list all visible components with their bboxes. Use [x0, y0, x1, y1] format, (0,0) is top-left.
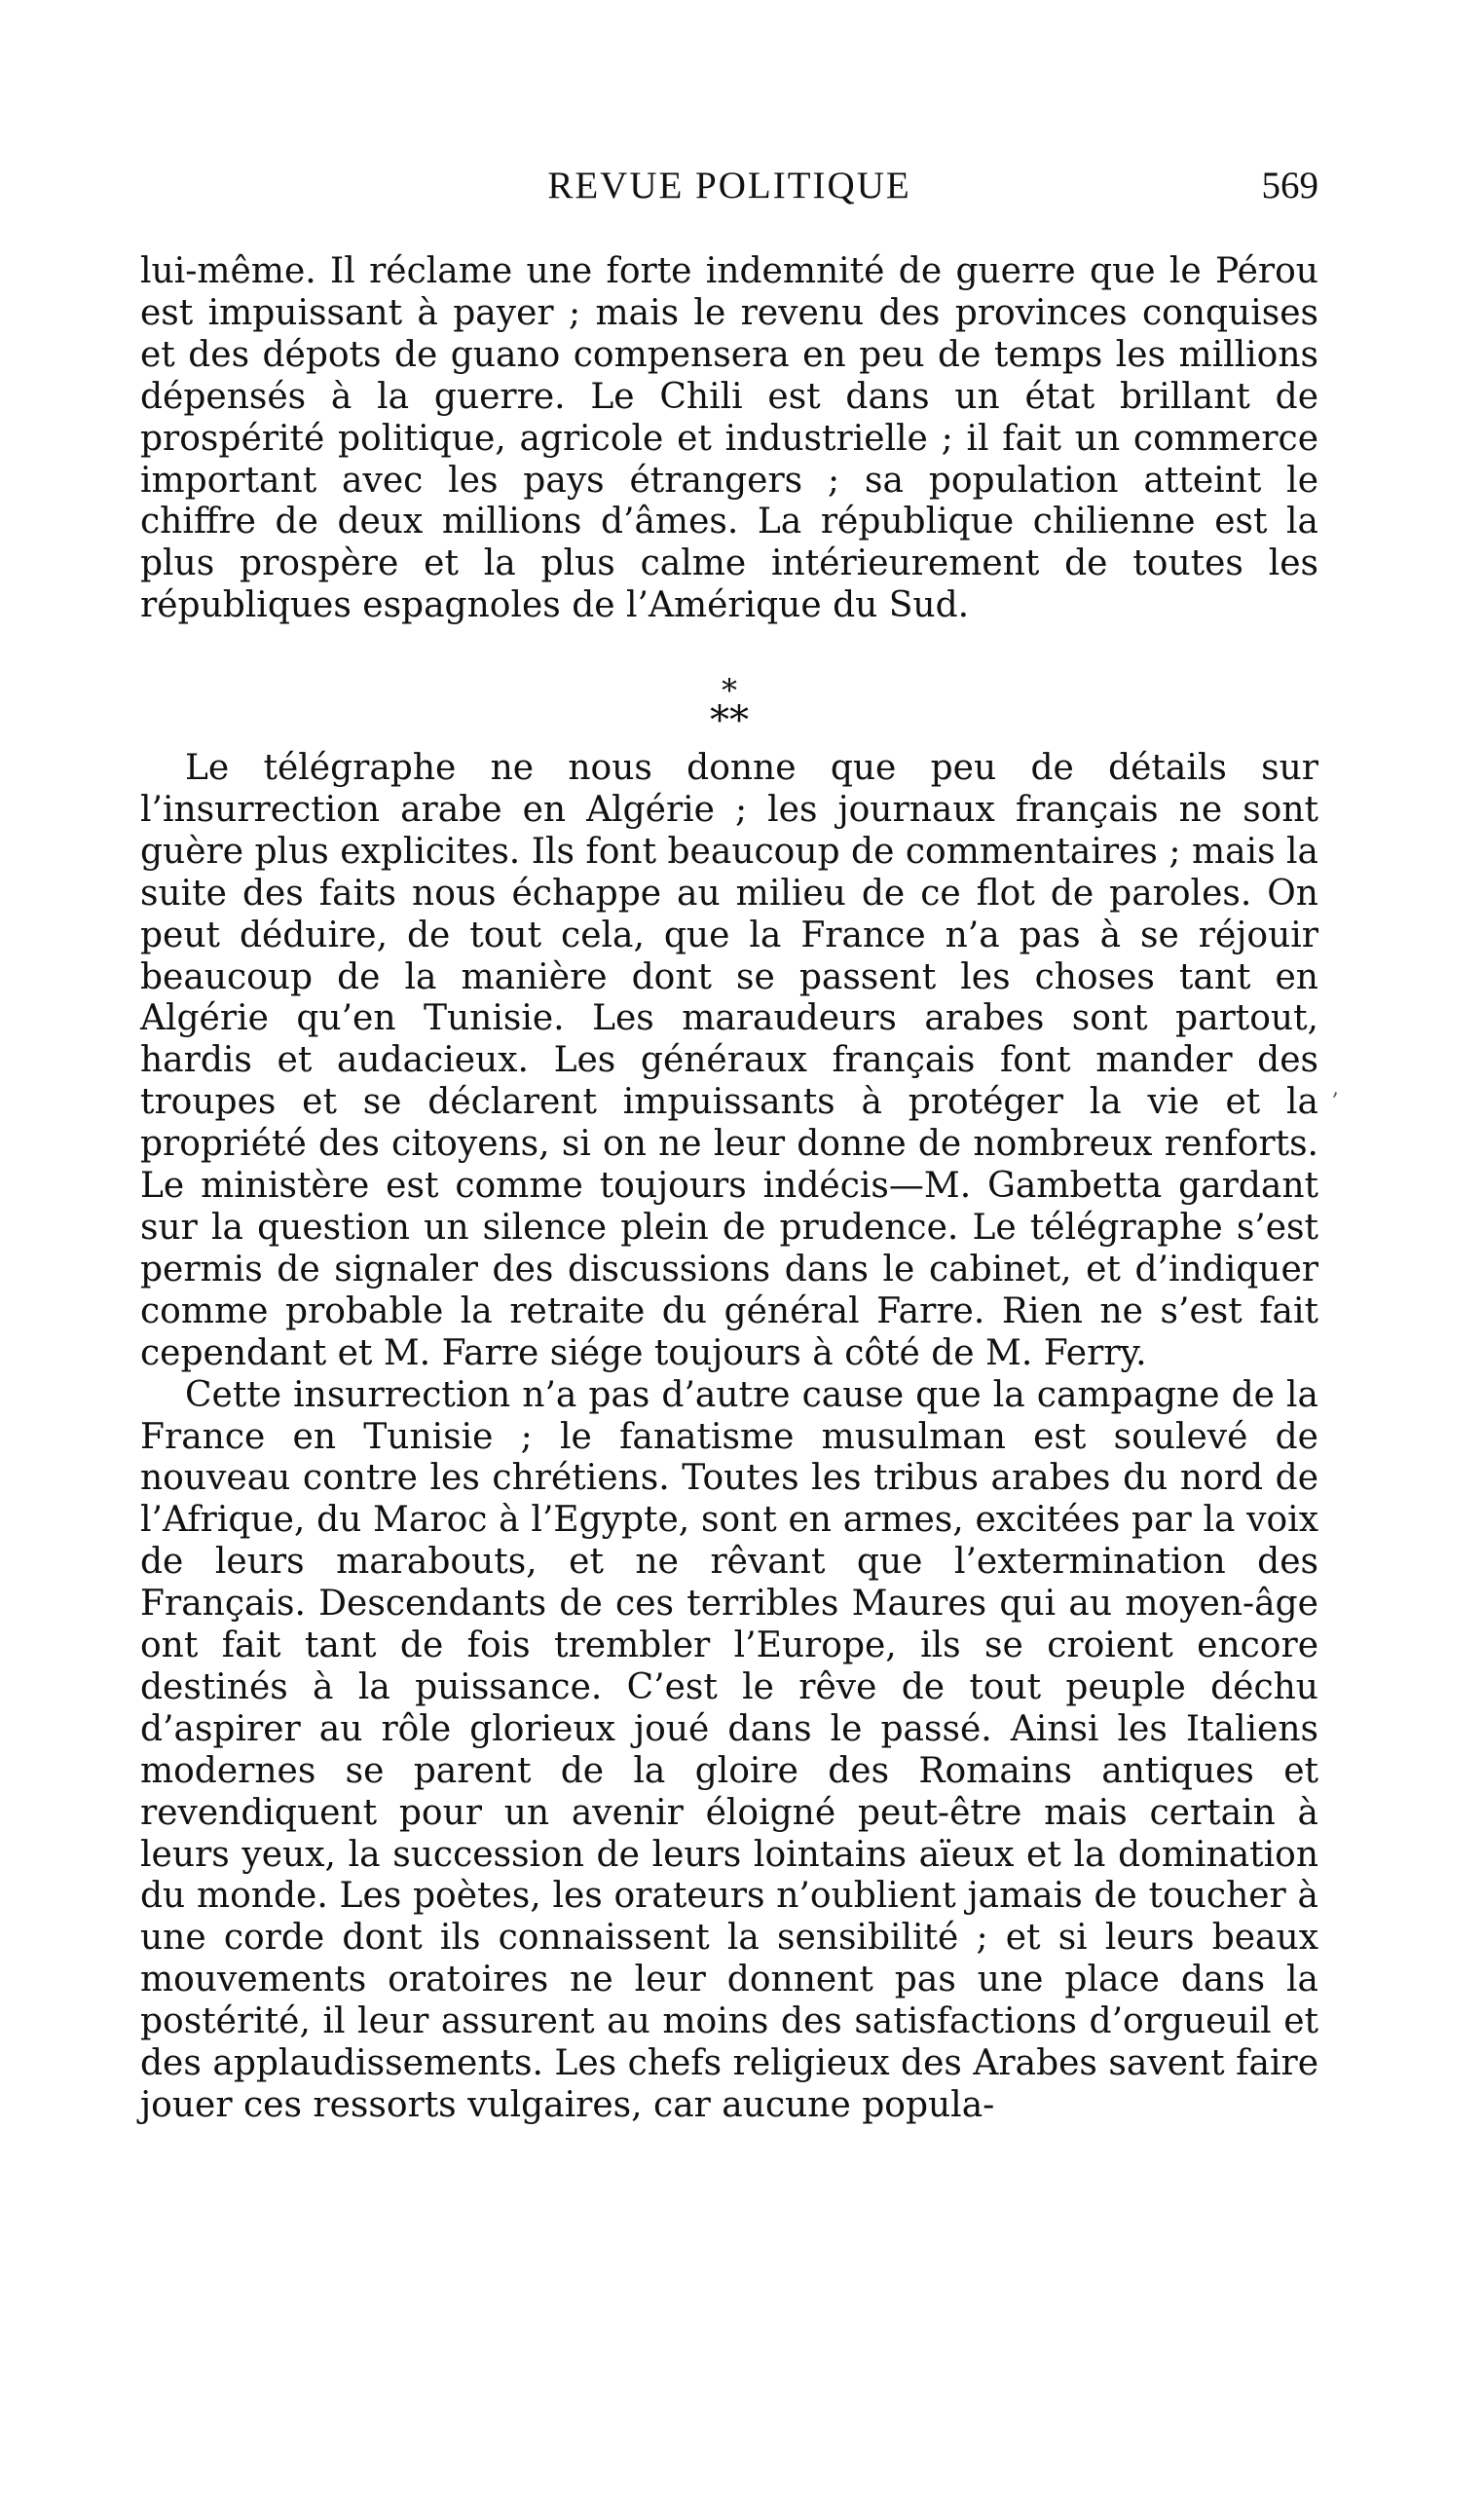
paragraph: lui-même. Il réclame une forte indemnité de guerre que le Pérou est impuissant à payer ; mais le revenu des provinces conquises et des dépots de guano compensera en peu de temps les millions dépensés à la guerre. Le Chili est dans un état brillant de prospérité politique, agricole et industrielle ; il fait un commerce important avec les pays étrangers ; sa population atteint le chiffre de deux millions d’âmes. La république chilienne est la plus prospère et la plus calme intérieurement de toutes les républiques espagnoles de l’Amérique du Sud. — [140, 251, 1318, 626]
text-block-algeria — [140, 748, 1318, 2127]
paragraph: Cette insurrection n’a pas d’autre cause que la campagne de la France en Tunisie ; le fanatisme musulman est soulevé de nouveau contre les chrétiens. Toutes les tribus arabes du nord de l’Afrique, du Maroc à l’Egypte, sont en armes, excitées par la voix de leurs marabouts, et ne rêvant que l’extermination des Français. Descendants de ces terribles Maures qui au moyen-âge ont fait tant de fois trembler l’Europe, ils se croient encore destinés à la puissance. C’est le rêve de tout peuple déchu d’aspirer au rôle glorieux joué dans le passé. Ainsi les Italiens modernes se parent de la gloire des Romains antiques et revendiquent pour un avenir éloigné peut-être mais certain à leurs yeux, la succession de leurs lointains aïeux et la domination du monde. Les poètes, les orateurs n’oublient jamais de toucher à une corde dont ils connaissent la sensibilité ; et si leurs beaux mouvements oratoires ne leur donnent pas une place dans la postérité, il leur assurent au moins des satisfactions d’orgueuil et des applaudissements. Les chefs religieux des Arabes savent faire jouer ces ressorts vulgaires, car aucune popula- — [140, 1374, 1318, 2125]
running-title: REVUE POLITIQUE — [547, 165, 911, 206]
asterism-bottom-stars: ** — [710, 698, 749, 743]
asterism-top-star: * — [722, 672, 737, 709]
page-number: 569 — [1261, 165, 1318, 206]
page-header — [140, 164, 1318, 212]
section-asterism — [140, 672, 1318, 743]
margin-mark: , — [1332, 1076, 1339, 1101]
text-block-chile — [140, 251, 1318, 627]
paragraph: Le télégraphe ne nous donne que peu de détails sur l’insurrection arabe en Algérie ; les journaux français ne sont guère plus explicites. Ils font beaucoup de commentaires ; mais la suite des faits nous échappe au milieu de ce flot de paroles. On peut déduire, de tout cela, que la France n’a pas à se réjouir beaucoup de la manière dont se passent les choses tant en Algérie qu’en Tunisie. Les maraudeurs arabes sont partout, hardis et audacieux. Les généraux français font mander des troupes et se déclarent impuissants à protéger la vie et la propriété des citoyens, si on ne leur donne de nombreux renforts. Le ministère est comme toujours indécis—M. Gambetta gardant sur la question un silence plein de prudence. Le télégraphe s’est permis de signaler des discussions dans le cabinet, et d’indiquer comme probable la retraite du général Farre. Rien ne s’est fait cependant et M. Farre siége toujours à côté de M. Ferry. — [140, 748, 1318, 1373]
